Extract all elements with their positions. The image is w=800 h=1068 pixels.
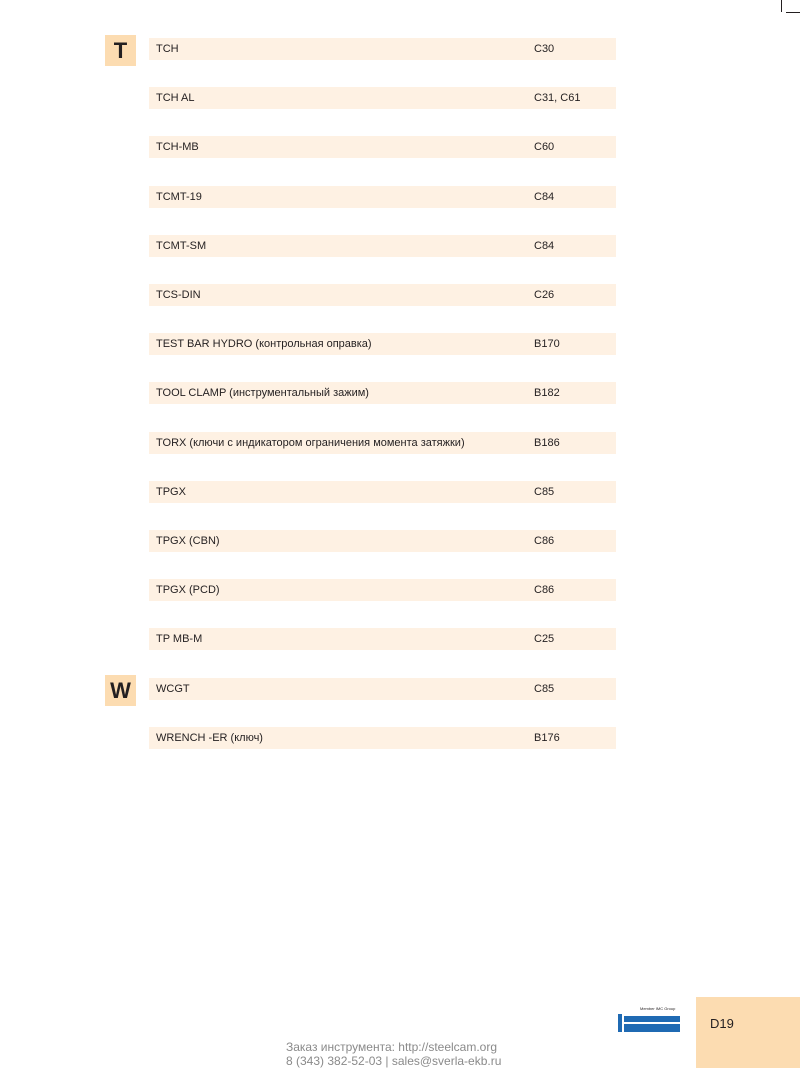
index-row [149, 678, 616, 700]
entry-name: TOOL CLAMP (инструментальный зажим) [156, 387, 369, 399]
section-letter: W [105, 675, 136, 706]
entry-name: TP MB-M [156, 633, 203, 645]
index-row [149, 38, 616, 60]
entry-name: TCS-DIN [156, 289, 201, 301]
entry-name: TCH-MB [156, 141, 199, 153]
logo-member-text: Member IMC Group [640, 1006, 676, 1011]
entry-page-ref: B186 [534, 437, 560, 449]
index-row [149, 87, 616, 109]
index-row [149, 481, 616, 503]
entry-name: WRENCH -ER (ключ) [156, 732, 263, 744]
entry-page-ref: C60 [534, 141, 555, 153]
entry-page-ref: C86 [534, 535, 555, 547]
entry-page-ref: C31, C61 [534, 92, 581, 104]
index-row [149, 235, 616, 257]
entry-name: TORX (ключи с индикатором ограничения момента затяжки) [156, 437, 465, 449]
footer [286, 1040, 501, 1068]
entry-page-ref: C30 [534, 43, 555, 55]
entry-name: TCH [156, 43, 179, 55]
entry-name: TCMT-SM [156, 240, 207, 252]
index-row [149, 186, 616, 208]
iscar-logo [618, 1006, 680, 1034]
index-row [149, 333, 616, 355]
index-row [149, 284, 616, 306]
page-tab [696, 997, 800, 1068]
section-letter: T [105, 35, 136, 66]
footer-contact-line: 8 (343) 382-52-03 | sales@sverla-ekb.ru [286, 1054, 502, 1068]
crop-mark [781, 0, 782, 12]
index-row [149, 530, 616, 552]
index-row [149, 136, 616, 158]
index-row [149, 628, 616, 650]
index-row [149, 382, 616, 404]
entry-page-ref: C26 [534, 289, 555, 301]
entry-page-ref: C25 [534, 633, 555, 645]
entry-name: WCGT [156, 683, 190, 695]
index-row [149, 579, 616, 601]
entry-page-ref: B182 [534, 387, 560, 399]
entry-name: TPGX [156, 486, 186, 498]
entry-name: TCH AL [156, 92, 195, 104]
entry-page-ref: C85 [534, 486, 555, 498]
entry-name: TEST BAR HYDRO (контрольная оправка) [156, 338, 372, 350]
entry-page-ref: C85 [534, 683, 555, 695]
crop-mark [786, 12, 800, 13]
index-row [149, 432, 616, 454]
entry-page-ref: B176 [534, 732, 560, 744]
entry-page-ref: C86 [534, 584, 555, 596]
index-row [149, 727, 616, 749]
entry-page-ref: C84 [534, 240, 555, 252]
page-code: D19 [710, 1016, 734, 1031]
entry-name: TPGX (PCD) [156, 584, 220, 596]
entry-page-ref: C84 [534, 191, 555, 203]
entry-name: TPGX (CBN) [156, 535, 220, 547]
entry-page-ref: B170 [534, 338, 560, 350]
footer-order-line: Заказ инструмента: http://steelcam.org [286, 1040, 498, 1054]
entry-name: TCMT-19 [156, 191, 202, 203]
